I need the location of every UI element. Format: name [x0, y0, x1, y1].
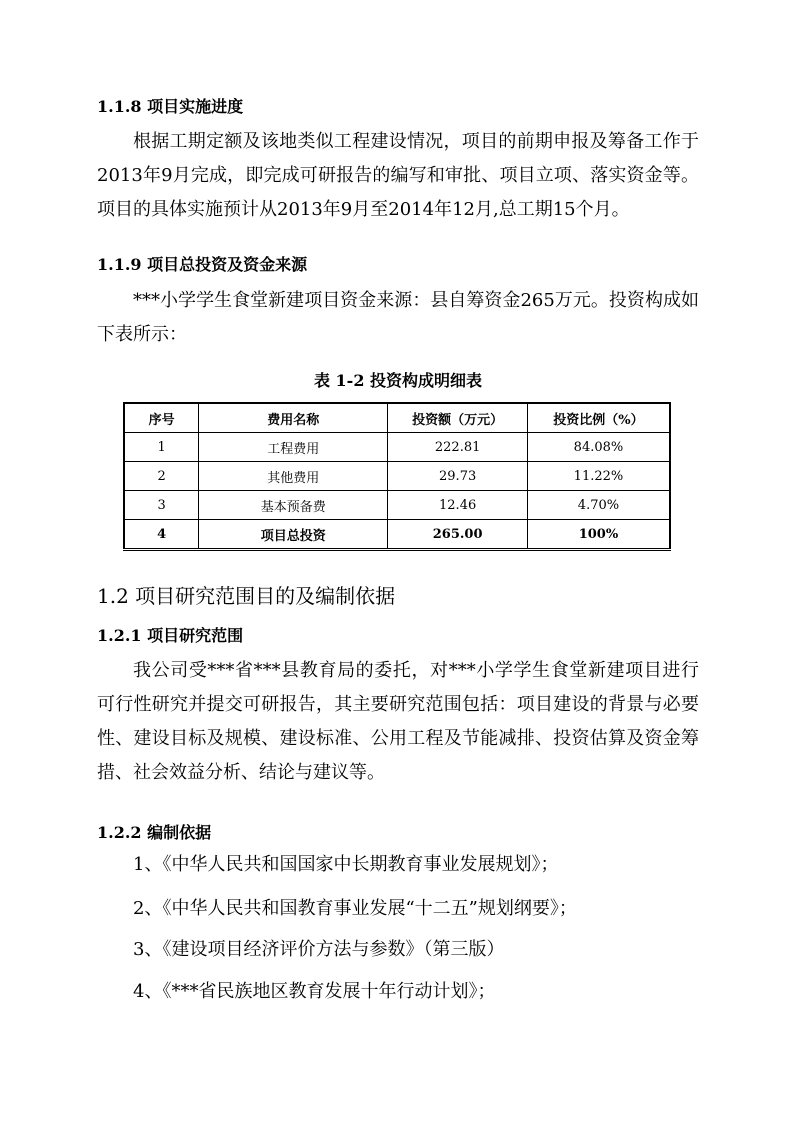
table-cell: 12.46 [388, 491, 528, 520]
table-cell: 265.00 [388, 520, 528, 550]
header-cell: 投资比例（%） [527, 403, 670, 433]
table-cell: 29.73 [388, 462, 528, 491]
table-cell: 222.81 [388, 433, 528, 462]
table-cell: 4.70% [527, 491, 670, 520]
paragraph-research-scope: 我公司受***省***县教育局的委托，对***小学学生食堂新建项目进行可行性研究并提交可研报告，其主要研究范围包括：项目建设的背景与必要性、建设目标及规模、建设标准、公用工程及节能减排、投资估算及资金筹措、社会效益分析、结论与建议等。 [97, 660, 699, 783]
section-heading-1-1-9: 1.1.9 项目总投资及资金来源 [97, 255, 308, 274]
investment-table [123, 402, 671, 551]
table-cell: 1 [124, 433, 199, 462]
section-heading-1-2: 1.2 项目研究范围目的及编制依据 [97, 584, 396, 608]
paragraph-implementation-schedule: 根据工期定额及该地类似工程建设情况，项目的前期申报及筹备工作于2013年9月完成，即完成可研报告的编写和审批、项目立项、落实资金等。项目的具体实施预计从2013年9月至2014年12月,总工期15个月。 [97, 131, 699, 220]
table-header-row [124, 403, 670, 433]
section-heading-1-1-8: 1.1.8 项目实施进度 [97, 97, 244, 116]
section-heading-1-2-1: 1.2.1 项目研究范围 [97, 626, 244, 645]
header-cell: 费用名称 [199, 403, 388, 433]
table-total-row [124, 520, 670, 550]
table-cell: 项目总投资 [199, 520, 388, 550]
table-cell: 基本预备费 [199, 491, 388, 520]
table-cell: 100% [527, 520, 670, 550]
section-heading-1-2-2: 1.2.2 编制依据 [97, 823, 212, 842]
table-cell: 工程费用 [199, 433, 388, 462]
table-cell: 11.22% [527, 462, 670, 491]
table-cell: 其他费用 [199, 462, 388, 491]
table-row [124, 433, 670, 462]
table-cell: 84.08% [527, 433, 670, 462]
table-cell: 2 [124, 462, 199, 491]
basis-item-3: 3、《建设项目经济评价方法与参数》（第三版） [133, 939, 505, 960]
header-cell: 投资额（万元） [388, 403, 528, 433]
table-row [124, 462, 670, 491]
table-caption: 表 1-2 投资构成明细表 [313, 371, 483, 390]
paragraph-funding-source: ***小学学生食堂新建项目资金来源：县自筹资金265万元。投资构成如下表所示： [97, 290, 699, 345]
basis-item-4: 4、《***省民族地区教育发展十年行动计划》； [133, 981, 496, 1002]
table-cell: 4 [124, 520, 199, 550]
table-cell: 3 [124, 491, 199, 520]
basis-item-1: 1、《中华人民共和国国家中长期教育事业发展规划》； [133, 854, 559, 875]
table-row [124, 491, 670, 520]
header-cell: 序号 [124, 403, 199, 433]
basis-item-2: 2、《中华人民共和国教育事业发展“十二五”规划纲要》； [133, 898, 577, 919]
